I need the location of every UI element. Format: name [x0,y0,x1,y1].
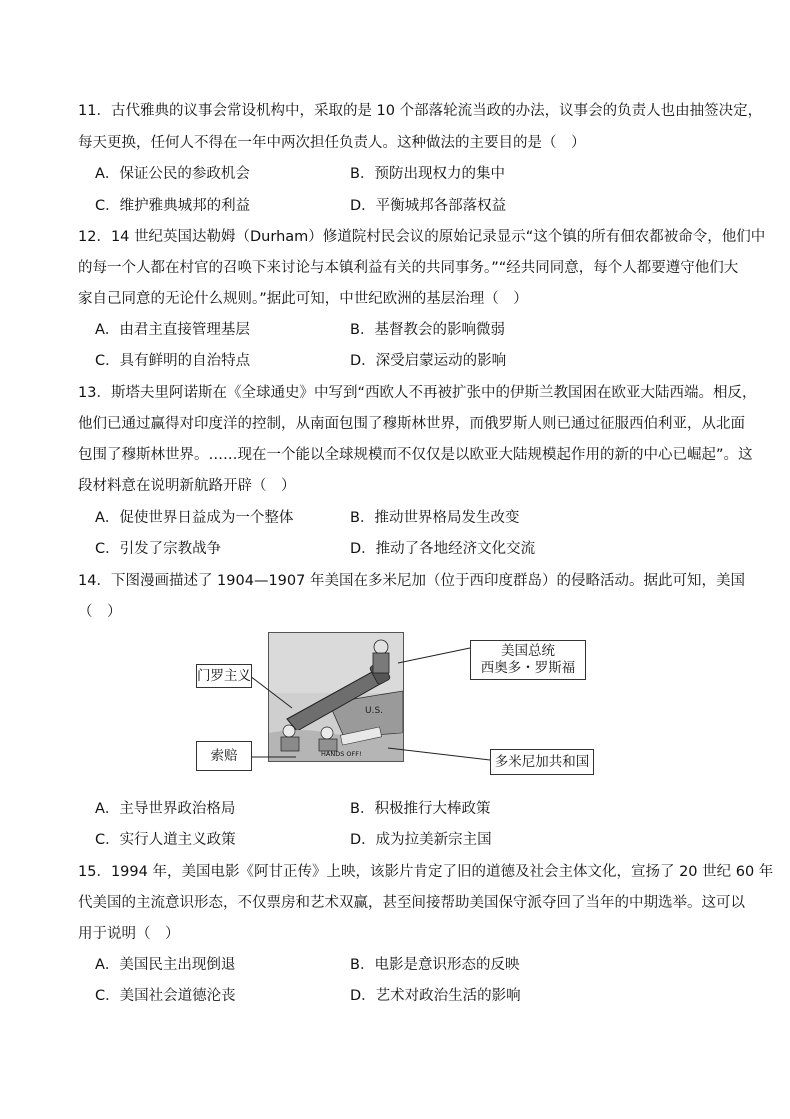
question-11-option-b[interactable]: B．预防出现权力的集中 [350,166,505,182]
label-monroe-doctrine [196,664,252,688]
question-15-option-c[interactable]: C．美国社会道德沦丧 [95,988,236,1004]
question-12-stem-line-3: 家自己同意的无论什么规则。”据此可知，中世纪欧洲的基层治理（ ） [78,291,528,307]
question-11-option-d[interactable]: D．平衡城邦各部落权益 [350,198,507,214]
cartoon-caption: HANDS OFF! [321,750,362,758]
question-13-stem-line-4: 段材料意在说明新航路开辟（ ） [78,478,296,494]
question-12-stem-line-2: 的每一个人都在村官的召唤下来讨论与本镇利益有关的共同事务。”“经共同同意，每个人都要遵守他们大 [78,260,739,276]
question-15-stem-line-3: 用于说明（ ） [78,926,180,942]
label-dominican-republic-text: 多米尼加共和国 [494,754,590,770]
question-12-option-b[interactable]: B．基督教会的影响微弱 [350,322,505,338]
question-12-option-d[interactable]: D．深受启蒙运动的影响 [350,353,507,369]
label-dominican-republic [490,749,594,775]
question-15-option-d[interactable]: D．艺术对政治生活的影响 [350,988,521,1004]
label-claim [196,741,252,771]
svg-text:U.S.: U.S. [365,706,384,716]
question-13-stem-line-1: 13．斯塔夫里阿诺斯在《全球通史》中写到“西欧人不再被扩张中的伊斯兰教国困在欧亚大陆西端。相反， [78,385,757,401]
question-11-option-c[interactable]: C．维护雅典城邦的利益 [95,198,251,214]
question-13-stem-line-2: 他们已通过赢得对印度洋的控制，从南面包围了穆斯林世界，而俄罗斯人则已通过征服西伯利亚，从北面 [78,416,745,432]
question-15-option-a[interactable]: A．美国民主出现倒退 [95,957,236,973]
label-president-line-1: 美国总统 [501,643,555,659]
question-14-stem-line-2: （ ） [78,604,122,620]
question-12-option-a[interactable]: A．由君主直接管理基层 [95,322,250,338]
question-15-stem-line-1: 15．1994 年，美国电影《阿甘正传》上映，该影片肯定了旧的道德及社会主体文化，宣扬了 20 世纪 60 年 [78,864,774,880]
question-13-option-b[interactable]: B．推动世界格局发生改变 [350,510,520,526]
question-13-option-c[interactable]: C．引发了宗教战争 [95,541,222,557]
question-13-option-a[interactable]: A．促使世界日益成为一个整体 [95,510,294,526]
label-claim-text: 索赔 [210,748,238,764]
question-14-option-d[interactable]: D．成为拉美新宗主国 [350,832,492,848]
question-14-option-c[interactable]: C．实行人道主义政策 [95,832,236,848]
question-13-stem-line-3: 包围了穆斯林世界。……现在一个能以全球规模而不仅仅是以欧亚大陆规模起作用的新的中心已崛起”。这 [78,447,753,463]
question-11-stem-line-2: 每天更换，任何人不得在一年中两次担任负责人。这种做法的主要目的是（ ） [78,135,586,151]
question-11-option-a[interactable]: A．保证公民的参政机会 [95,166,250,182]
label-monroe-doctrine-text: 门罗主义 [197,668,251,684]
question-14-option-b[interactable]: B．积极推行大棒政策 [350,801,491,817]
question-11-stem-line-1: 11．古代雅典的议事会常设机构中，采取的是 10 个部落轮流当政的办法，议事会的负责人也由抽签决定， [78,103,763,119]
question-14-option-a[interactable]: A．主导世界政治格局 [95,801,236,817]
question-15-option-b[interactable]: B．电影是意识形态的反映 [350,957,520,973]
label-president-line-2: 西奥多・罗斯福 [480,660,576,676]
question-13-option-d[interactable]: D．推动了各地经济文化交流 [350,541,536,557]
question-14-stem-line-1: 14．下图漫画描述了 1904—1907 年美国在多米尼加（位于西印度群岛）的侵略活动。据此可知，美国 [78,573,745,589]
question-12-option-c[interactable]: C．具有鲜明的自治特点 [95,353,251,369]
question-12-stem-line-1: 12．14 世纪英国达勒姆（Durham）修道院村民会议的原始记录显示“这个镇的所有佃农都被命令，他们中 [78,229,766,245]
label-president [470,640,586,680]
question-15-stem-line-2: 代美国的主流意识形态，不仅票房和艺术双赢，甚至间接帮助美国保守派夺回了当年的中期选举。这可以 [78,895,745,911]
